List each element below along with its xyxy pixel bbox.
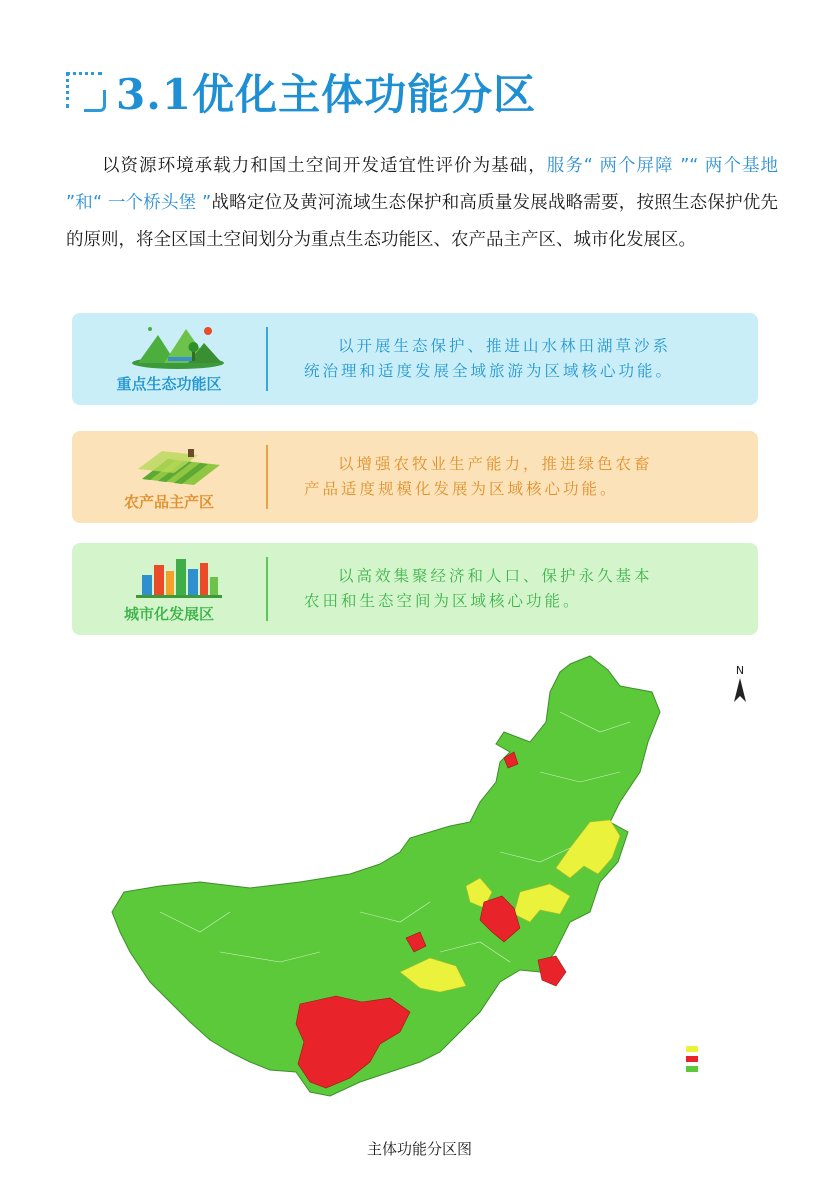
map-region-urban (538, 956, 566, 986)
section-title-text: 优化主体功能分区 (192, 70, 537, 119)
card-eco-description (268, 334, 758, 384)
farmland-icon (128, 439, 228, 487)
intro-part-2: 战略定位及黄河流域生态保护和高质量发展战略需要，按照生态保护优先的原则，将全区国土空间划分为重点生态功能区、农产品主产区、城市化发展区。 (66, 193, 779, 250)
section-title (116, 62, 536, 122)
card-eco-title: 重点生态功能区 (116, 375, 222, 393)
desc-line: 以高效集聚经济和人口、保护永久基本 (338, 567, 653, 585)
heading-bracket-icon (66, 72, 106, 112)
desc-line: 产品适度规模化发展为区域核心功能。 (304, 480, 619, 498)
legend-swatch-eco (686, 1066, 698, 1072)
city-skyline-icon (128, 551, 228, 599)
desc-line: 以增强农牧业生产能力，推进绿色农畜 (338, 455, 653, 473)
legend-swatch-urban (686, 1056, 698, 1062)
card-urban-description (268, 564, 758, 614)
legend-swatch-agri (686, 1046, 698, 1052)
map-legend (686, 1046, 698, 1072)
section-heading (66, 62, 536, 122)
intro-highlight: 服务“ 两个屏障 ”“ 两个基地 ”和“ 一个桥头堡 ” (66, 156, 779, 213)
intro-paragraph (66, 148, 778, 259)
north-label: N (735, 664, 745, 677)
card-agri-zone (72, 431, 758, 523)
desc-line: 统治理和适度发展全域旅游为区域核心功能。 (304, 362, 675, 380)
function-zone-map (100, 652, 760, 1122)
desc-line: 农田和生态空间为区域核心功能。 (304, 592, 582, 610)
card-agri-description (268, 452, 758, 502)
section-number: 3.1 (116, 70, 193, 119)
intro-part-1: 以资源环境承载力和国土空间开发适宜性评价为基础， (102, 156, 547, 176)
card-urban-zone (72, 543, 758, 635)
card-agri-title: 农产品主产区 (123, 493, 214, 511)
map-caption: 主体功能分区图 (366, 1140, 472, 1158)
card-urban-title: 城市化发展区 (123, 605, 214, 623)
card-eco-zone (72, 313, 758, 405)
desc-line: 以开展生态保护、推进山水林田湖草沙系 (338, 337, 672, 355)
north-arrow-icon (734, 664, 746, 702)
mountain-landscape-icon (128, 321, 228, 369)
